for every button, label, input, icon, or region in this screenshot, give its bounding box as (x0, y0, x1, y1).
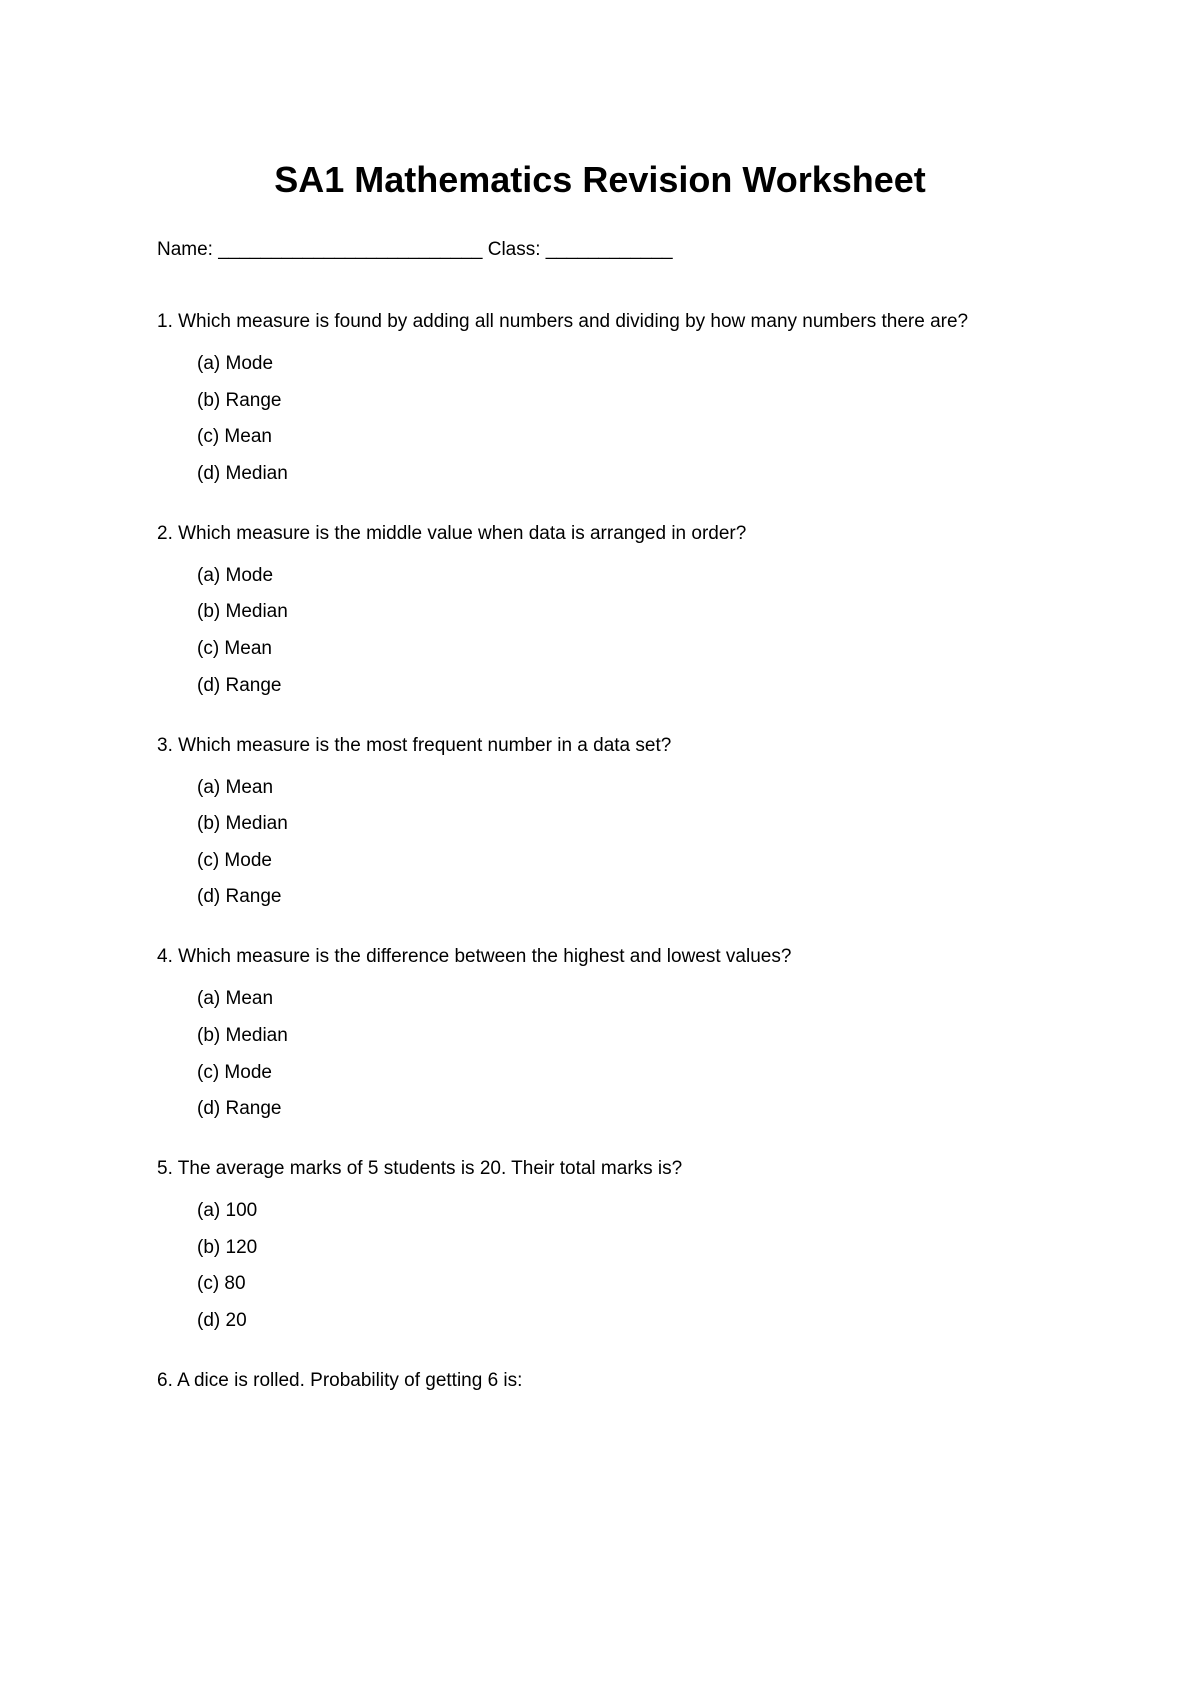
question-text: 1. Which measure is found by adding all numbers and dividing by how many numbers there are? (157, 311, 969, 332)
worksheet-title: SA1 Mathematics Revision Worksheet (274, 159, 926, 200)
answer-options (157, 564, 1137, 698)
answer-option: (a) Mode (197, 564, 274, 586)
question-2 (157, 522, 1137, 698)
question-text: 4. Which measure is the difference between the highest and lowest values? (157, 946, 792, 968)
answer-option: (b) 120 (197, 1236, 258, 1258)
question-list (157, 310, 1137, 1429)
answer-option: (a) Mean (197, 776, 274, 798)
question-text: 5. The average marks of 5 students is 20. Their total marks is? (157, 1158, 683, 1180)
answer-option: (a) Mode (197, 353, 274, 374)
question-text: 3. Which measure is the most frequent number in a data set? (157, 734, 672, 756)
student-info-line (157, 238, 673, 262)
answer-option: (b) Median (197, 813, 288, 835)
answer-options (157, 776, 1137, 910)
answer-option: (b) Median (197, 1024, 288, 1046)
answer-option: (d) Median (197, 462, 288, 484)
question-4 (157, 945, 1137, 1121)
answer-option: (c) 80 (197, 1273, 246, 1295)
name-blank: _________________________ (218, 239, 483, 260)
answer-option: (a) 100 (197, 1200, 258, 1222)
answer-option: (d) Range (197, 886, 282, 908)
answer-option: (c) Mean (197, 426, 272, 448)
question-text: 6. A dice is rolled. Probability of getting 6 is: (157, 1369, 523, 1391)
class-blank: ____________ (545, 239, 673, 260)
name-label: Name: (157, 239, 213, 260)
answer-option: (a) Mean (197, 988, 274, 1010)
answer-options (157, 987, 1137, 1121)
answer-option: (b) Range (197, 389, 282, 411)
answer-options (157, 352, 1137, 486)
answer-option: (c) Mode (197, 849, 272, 871)
question-6 (157, 1369, 1137, 1393)
answer-option: (d) Range (197, 1098, 282, 1120)
question-text: 2. Which measure is the middle value when data is arranged in order? (157, 522, 747, 544)
answer-options (157, 1199, 1137, 1333)
answer-option: (c) Mode (197, 1061, 272, 1083)
answer-option: (d) Range (197, 674, 282, 696)
question-5 (157, 1157, 1137, 1333)
class-label: Class: (487, 239, 541, 260)
answer-option: (d) 20 (197, 1309, 247, 1331)
question-1 (157, 310, 1137, 486)
answer-option: (c) Mean (197, 637, 272, 659)
answer-option: (b) Median (197, 601, 288, 623)
question-3 (157, 734, 1137, 910)
